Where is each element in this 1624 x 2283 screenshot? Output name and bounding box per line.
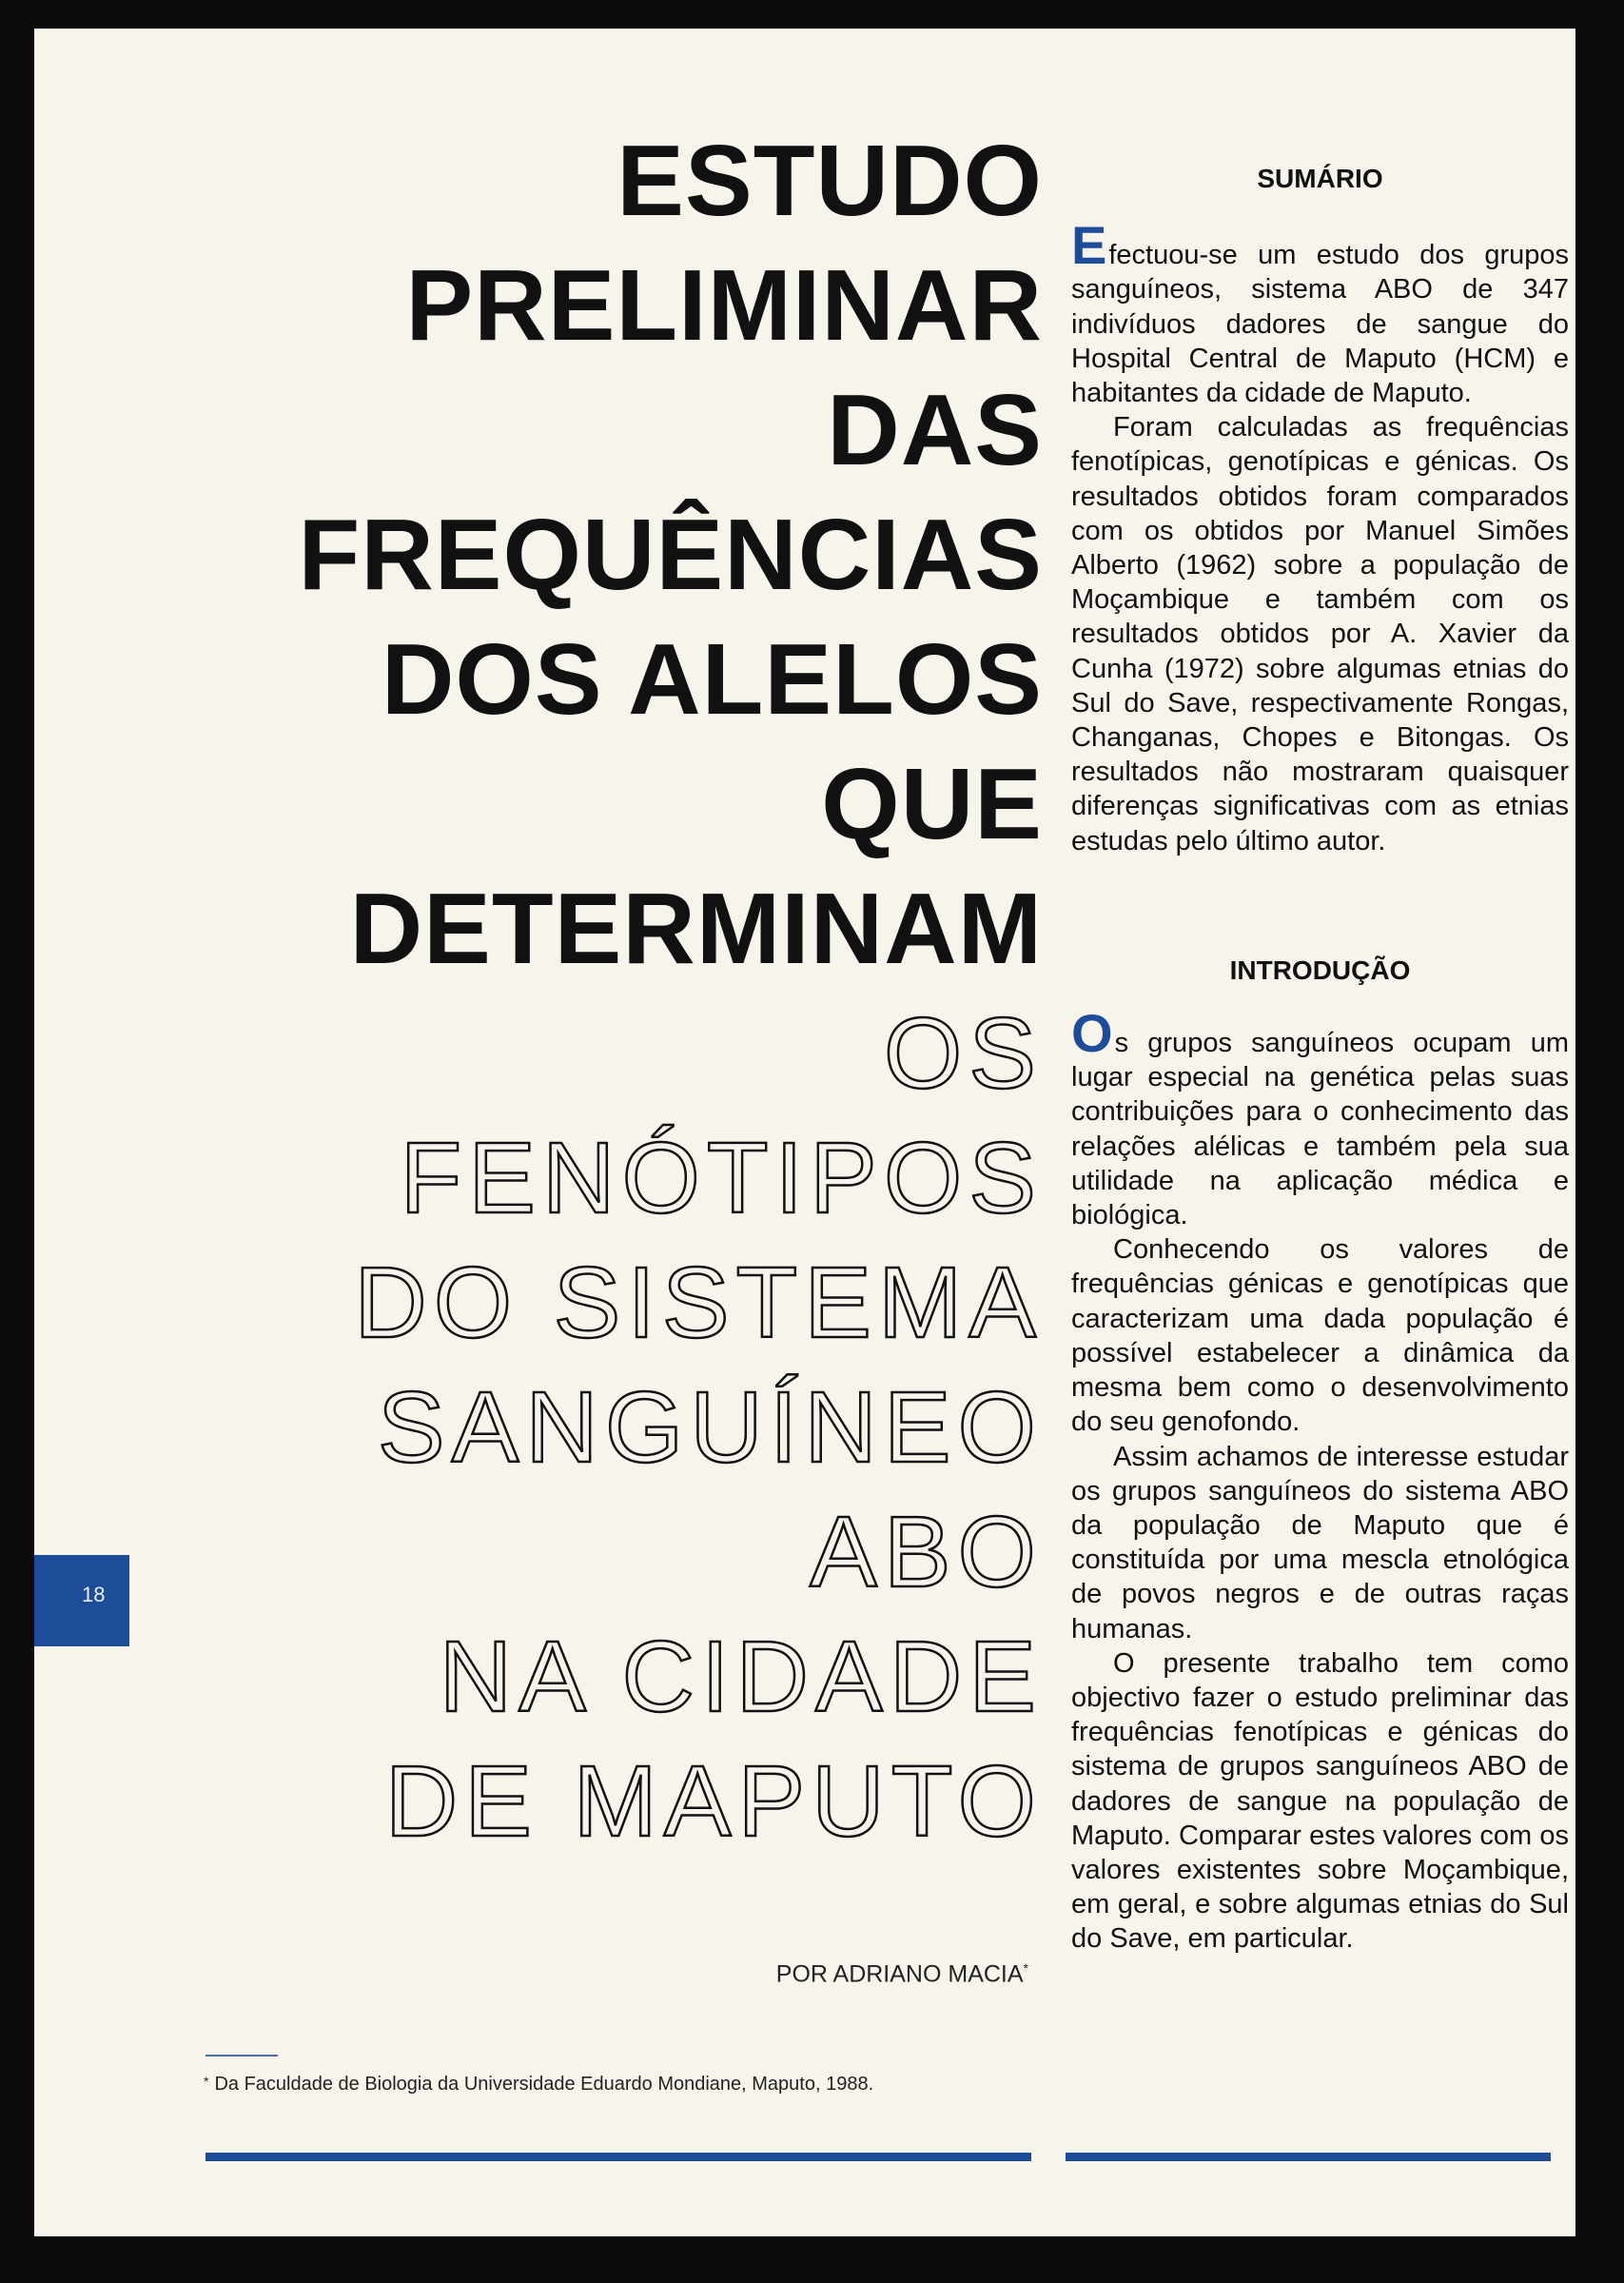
title-line: QUE: [821, 748, 1043, 860]
introduction-paragraph-text: s grupos sanguíneos ocupam um lugar especial na genética pelas suas contribuições para o conhecimento das relações alélicas e também pela sua utilidade na aplicação médica e biológica.: [1071, 1028, 1569, 1231]
introduction-paragraph: [1071, 1003, 1569, 1232]
summary-paragraph: [1071, 215, 1569, 410]
title-outline-line: FENÓTIPOS: [400, 1122, 1043, 1234]
summary-paragraph: Foram calculadas as frequências fenotípicas, genotípicas e génicas. Os resultados obtidos foram comparados com os obtidos por Manuel Simões Alberto (1962) sobre a população de Moçambique e também com os resultados obtidos por A. Xavier da Cunha (1972) sobre algumas etnias do Sul do Save, respectivamente Rongas, Changanas, Chopes e Bitongas. Os resultados não mostraram quaisquer diferenças significativas com as etnias estudas pelo último autor.: [1071, 412, 1569, 856]
title-line: DETERMINAM: [349, 873, 1043, 985]
title-outline-line: ABO: [810, 1496, 1043, 1608]
article-title: [129, 119, 1043, 1864]
footnote-divider: [205, 2055, 278, 2057]
title-line: DAS: [827, 374, 1043, 486]
footnote-text: Da Faculdade de Biologia da Universidade Eduardo Mondiane, Maputo, 1988.: [214, 2074, 874, 2095]
drop-cap: E: [1071, 215, 1107, 276]
title-outline-line: DO SISTEMA: [354, 1247, 1043, 1359]
author-name: POR ADRIANO MACIA: [775, 1960, 1024, 1988]
title-outline-line: NA CIDADE: [439, 1621, 1043, 1733]
title-line: ESTUDO: [616, 125, 1043, 237]
author-byline: [605, 1960, 1028, 1988]
title-line: PRELIMINAR: [405, 249, 1043, 362]
title-outline-line: SANGUÍNEO: [377, 1371, 1043, 1484]
introduction-paragraph: Assim achamos de interesse estudar os grupos sanguíneos do sistema ABO da população de Maputo que é constituída por uma mescla etnológica de povos negros e de outras raças humanas.: [1071, 1441, 1569, 1644]
title-line: DOS ALELOS: [381, 623, 1043, 736]
summary-paragraph-text: fectuou-se um estudo dos grupos sanguíneos, sistema ABO de 347 indivíduos dadores de sangue do Hospital Central de Maputo (HCM) e habitantes da cidade de Maputo.: [1071, 240, 1569, 409]
summary-heading: SUMÁRIO: [1257, 164, 1383, 193]
title-line: FREQUÊNCIAS: [298, 499, 1043, 611]
footnote-marker: *: [204, 2074, 209, 2089]
footnote-marker: *: [1023, 1960, 1028, 1976]
article-page: [34, 29, 1575, 2236]
page-number: 18: [82, 1583, 106, 1606]
introduction-heading: INTRODUÇÃO: [1229, 955, 1411, 985]
text-column: [1071, 162, 1569, 1957]
footnote: [204, 2074, 1041, 2096]
introduction-paragraph: Conhecendo os valores de frequências génicas e genotípicas que caracterizam uma dada população é possível estabelecer a dinâmica da mesma bem como o desenvolvimento do seu genofondo.: [1071, 1234, 1569, 1438]
title-outline-line: DE MAPUTO: [384, 1745, 1043, 1858]
bottom-rule-left: [205, 2153, 1031, 2161]
title-outline-line: OS: [883, 997, 1043, 1110]
introduction-paragraph: O presente trabalho tem como objectivo fazer o estudo preliminar das frequências fenotípicas e génicas do sistema de grupos sanguíneos ABO de dadores de sangue na população de Maputo. Comparar estes valores com os valores existentes sobre Moçambique, em geral, e sobre algumas etnias do Sul do Save, em particular.: [1071, 1647, 1569, 1955]
drop-cap: O: [1071, 1003, 1113, 1064]
bottom-rule-right: [1066, 2153, 1551, 2161]
